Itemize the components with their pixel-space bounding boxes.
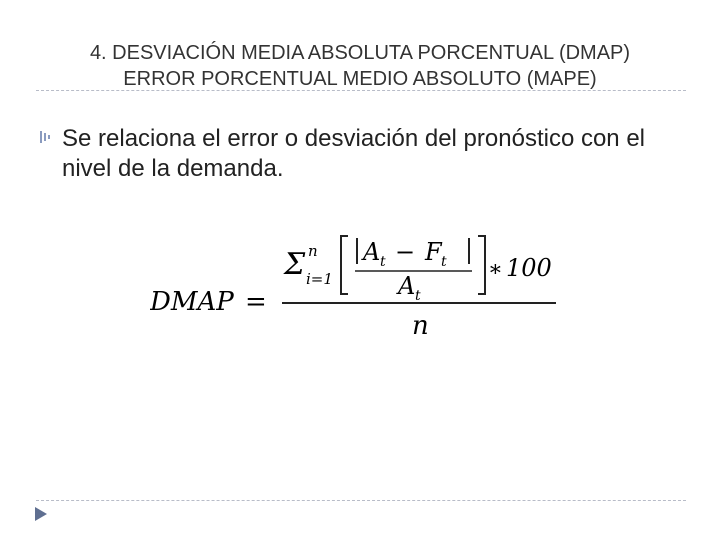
bullet-icon xyxy=(40,130,50,144)
bullet-text: Se relaciona el error o desviación del pronóstico con el nivel de la demanda. xyxy=(62,125,645,182)
formula-upper-limit: n xyxy=(308,242,318,260)
bullet-item xyxy=(40,124,680,184)
formula-denominator: n xyxy=(412,311,429,341)
title-line-1: 4. DESVIACIÓN MEDIA ABSOLUTA PORCENTUAL (DMAP) xyxy=(89,42,631,64)
left-bracket xyxy=(341,236,348,294)
right-bracket xyxy=(478,236,485,294)
formula-lower-limit: i=1 xyxy=(306,270,333,288)
slide-title xyxy=(0,40,720,92)
formula-times: ∗ xyxy=(488,257,503,282)
dmap-formula xyxy=(150,226,570,346)
formula-equals: = xyxy=(245,287,267,317)
formula-num-f: F xyxy=(425,238,442,266)
title-divider xyxy=(36,90,686,91)
formula-sigma: Σ xyxy=(284,247,306,282)
play-arrow-icon[interactable] xyxy=(34,506,48,522)
formula-minus: − xyxy=(395,238,416,266)
formula-den-a: A xyxy=(398,272,416,300)
formula-lhs: DMAP xyxy=(150,287,234,317)
formula-num-a: A xyxy=(363,238,381,266)
formula-num-f-sub: t xyxy=(441,254,447,270)
title-line-2: ERROR PORCENTUAL MEDIO ABSOLUTO (MAPE) xyxy=(123,68,597,90)
footer-divider xyxy=(36,500,686,501)
formula-num-a-sub: t xyxy=(380,254,386,270)
formula-den-a-sub: t xyxy=(415,288,421,304)
formula-factor: 100 xyxy=(506,254,552,282)
